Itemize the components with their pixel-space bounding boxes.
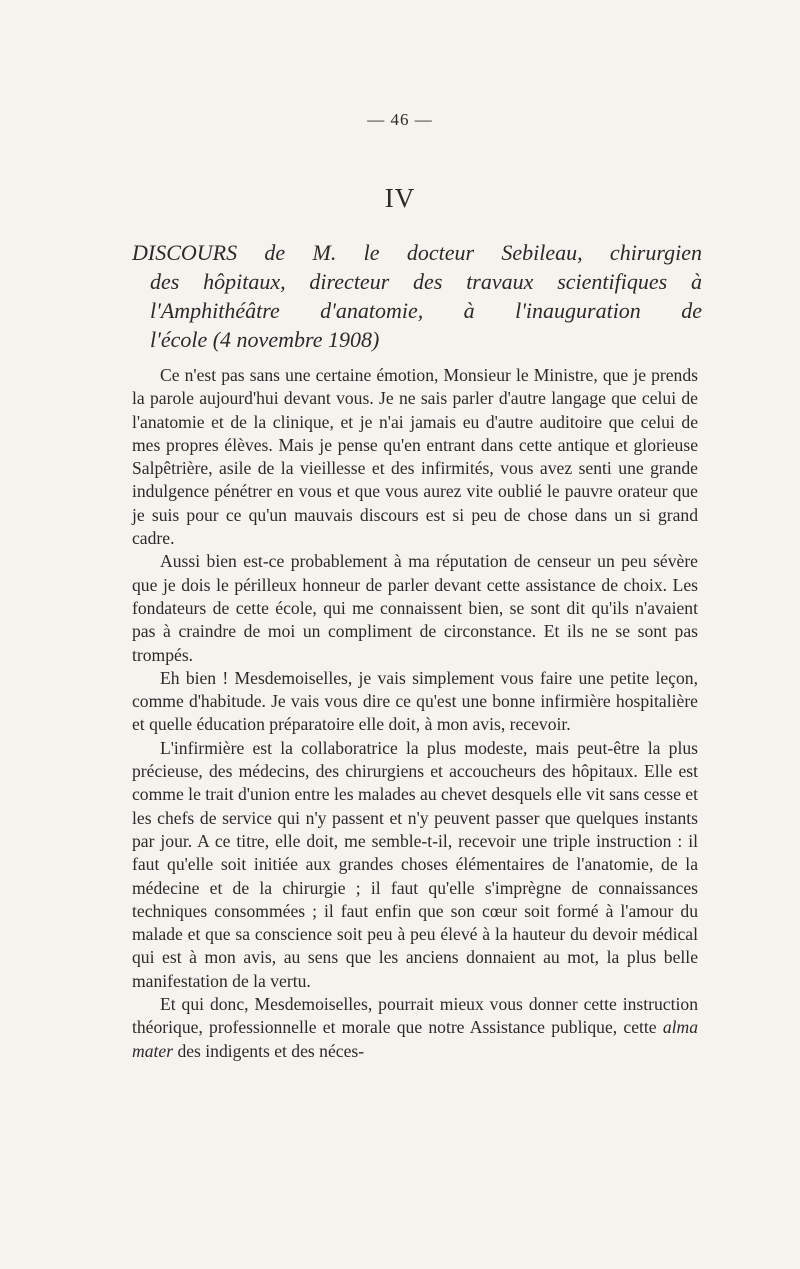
title-line: l'Amphithéâtre d'anatomie, à l'inauguration de (150, 298, 702, 323)
speech-title (132, 238, 702, 354)
speech-body (132, 364, 698, 1063)
title-line: DISCOURS de M. le docteur Sebileau, chirurgien (132, 240, 702, 265)
text-run: des indigents et des néces- (173, 1040, 365, 1061)
chapter-heading: IV (384, 183, 416, 213)
latin-phrase: alma mater (132, 1017, 698, 1061)
text-run: Et qui donc, Mesdemoiselles, pourrait mieux vous donner cette instruction théorique, professionnelle et morale que notre Assistance publique, cette (132, 994, 698, 1038)
paragraph: Eh bien ! Mesdemoiselles, je vais simplement vous faire une petite leçon, comme d'habitude. Je vais vous dire ce qu'est une bonne infirmière hospitalière et quelle éducation préparatoire elle doit, à mon avis, recevoir. (132, 667, 698, 735)
title-line: l'école (4 novembre 1908) (150, 327, 380, 352)
paragraph-last (132, 993, 698, 1063)
title-line: des hôpitaux, directeur des travaux scientifiques à (150, 269, 702, 294)
paragraph: L'infirmière est la collaboratrice la plus modeste, mais peut-être la plus précieuse, des médecins, des chirurgiens et accoucheurs des hôpitaux. Elle est comme le trait d'union entre les malades au chevet desquels elle vit sans cesse et les chefs de service qui n'y passent et n'y peuvent passer que quelques instants par jour. A ce titre, elle doit, me semble-t-il, recevoir une triple instruction : il faut qu'elle soit initiée aux grandes choses élémentaires de l'anatomie, de la médecine et de la chirurgie ; il faut qu'elle s'imprègne de connaissances techniques consommées ; il faut enfin que son cœur soit formé à l'amour du malade et que sa conscience soit peu à peu élevé à la hauteur du devoir médical qui est à mon avis, au sens que les anciens donnaient au mot, la plus belle manifestation de la vertu. (132, 737, 698, 991)
paragraph: Ce n'est pas sans une certaine émotion, Monsieur le Ministre, que je prends la parole aujourd'hui devant vous. Je ne sais parler d'autre langage que celui de l'anatomie et de la clinique, et je n'ai jamais eu d'autre auditoire que celui de mes propres élèves. Mais je pense qu'en entrant dans cette antique et glorieuse Salpêtrière, asile de la vieillesse et des infirmités, vous avez senti une grande indulgence pénétrer en vous et que vous aurez vite oublié le pauvre orateur que je suis pour ce qu'un mauvais discours est si peu de chose dans un si grand cadre. (132, 365, 698, 549)
page-number: — 46 — (367, 110, 433, 129)
paragraph: Aussi bien est-ce probablement à ma réputation de censeur un peu sévère que je dois le périlleux honneur de parler devant cette assistance de choix. Les fondateurs de cette école, qui me connaissent bien, se sont dit qu'ils n'avaient pas à craindre de moi un compliment de circonstance. Et ils ne se sont pas trompés. (132, 551, 698, 665)
